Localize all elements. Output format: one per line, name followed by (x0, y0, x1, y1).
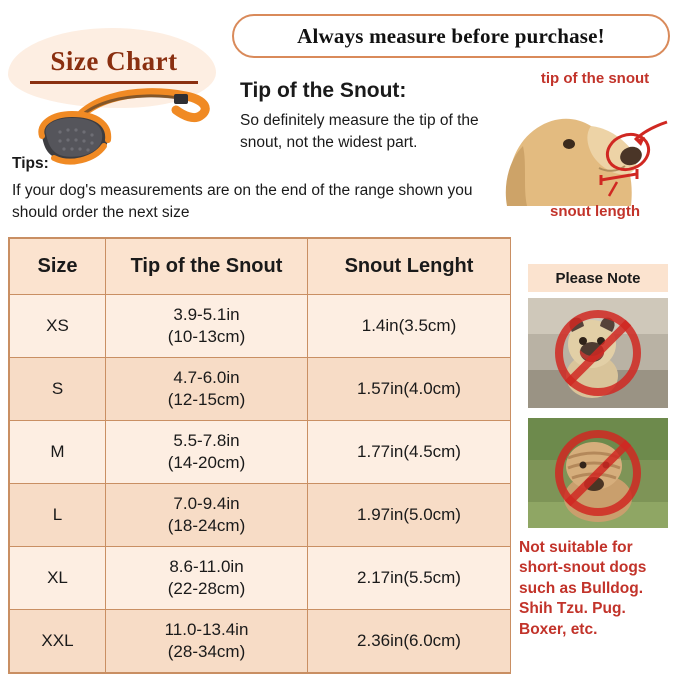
table-row (10, 484, 511, 547)
please-note-badge: Please Note (528, 264, 668, 292)
snout-length-callout-label: snout length (550, 203, 640, 220)
banner-text: Always measure before purchase! (297, 23, 605, 48)
cell-tip-cm: (28-34cm) (167, 642, 246, 661)
cell-tip (106, 610, 308, 673)
tip-of-snout-callout-label: tip of the snout (540, 70, 650, 87)
cell-tip (106, 358, 308, 421)
shar-pei-not-suitable-photo (528, 418, 668, 528)
cell-size: XXL (10, 610, 106, 673)
cell-tip-cm: (12-15cm) (167, 390, 246, 409)
page-title: Size Chart (30, 46, 198, 84)
cell-tip-cm: (10-13cm) (167, 327, 246, 346)
cell-length: 1.77in(4.5cm) (308, 421, 511, 484)
table-row (10, 421, 511, 484)
cell-length: 1.57in(4.0cm) (308, 358, 511, 421)
cell-tip-inches: 5.5-7.8in (173, 431, 240, 451)
cell-tip-cm: (22-28cm) (167, 579, 246, 598)
not-suitable-text: Not suitable for short-snout dogs such as Bulldog. Shih Tzu. Pug. Boxer, etc. (519, 539, 647, 638)
cell-tip-inches: 11.0-13.4in (164, 620, 249, 640)
cell-size: XL (10, 547, 106, 610)
cell-size: S (10, 358, 106, 421)
tip-of-snout-body: So definitely measure the tip of the snout, not the widest part. (240, 112, 479, 151)
cell-tip-inches: 8.6-11.0in (169, 557, 244, 577)
cell-size: L (10, 484, 106, 547)
cell-tip-cm: (14-20cm) (167, 453, 246, 472)
cell-tip-inches: 3.9-5.1in (173, 305, 240, 325)
cell-tip-cm: (18-24cm) (167, 516, 246, 535)
table-header-row (10, 239, 511, 295)
cell-size: XS (10, 295, 106, 358)
cell-length: 1.97in(5.0cm) (308, 484, 511, 547)
cell-length: 2.17in(5.5cm) (308, 547, 511, 610)
cell-tip (106, 295, 308, 358)
tip-of-snout-heading: Tip of the Snout: (240, 79, 407, 102)
tips-label: Tips: (12, 155, 49, 172)
cell-tip-inches: 4.7-6.0in (173, 368, 240, 388)
cell-tip (106, 421, 308, 484)
prohibition-icon (555, 430, 641, 516)
table-header-tip: Tip of the Snout (106, 239, 308, 295)
prohibition-icon (555, 310, 641, 396)
table-header-size: Size (10, 239, 106, 295)
table-row (10, 547, 511, 610)
cell-length: 1.4in(3.5cm) (308, 295, 511, 358)
labrador-measurement-photo (497, 88, 675, 210)
dog-muzzle-product-image (24, 80, 214, 170)
size-table (8, 237, 511, 674)
cell-tip-inches: 7.0-9.4in (173, 494, 240, 514)
cell-size: M (10, 421, 106, 484)
table-header-length: Snout Lenght (308, 239, 511, 295)
table-row (10, 295, 511, 358)
table-row (10, 358, 511, 421)
pug-not-suitable-photo (528, 298, 668, 408)
cell-tip (106, 547, 308, 610)
cell-length: 2.36in(6.0cm) (308, 610, 511, 673)
table-row (10, 610, 511, 673)
tips-body: If your dog's measurements are on the end of the range shown you should order the next size (12, 182, 473, 222)
cell-tip (106, 484, 308, 547)
